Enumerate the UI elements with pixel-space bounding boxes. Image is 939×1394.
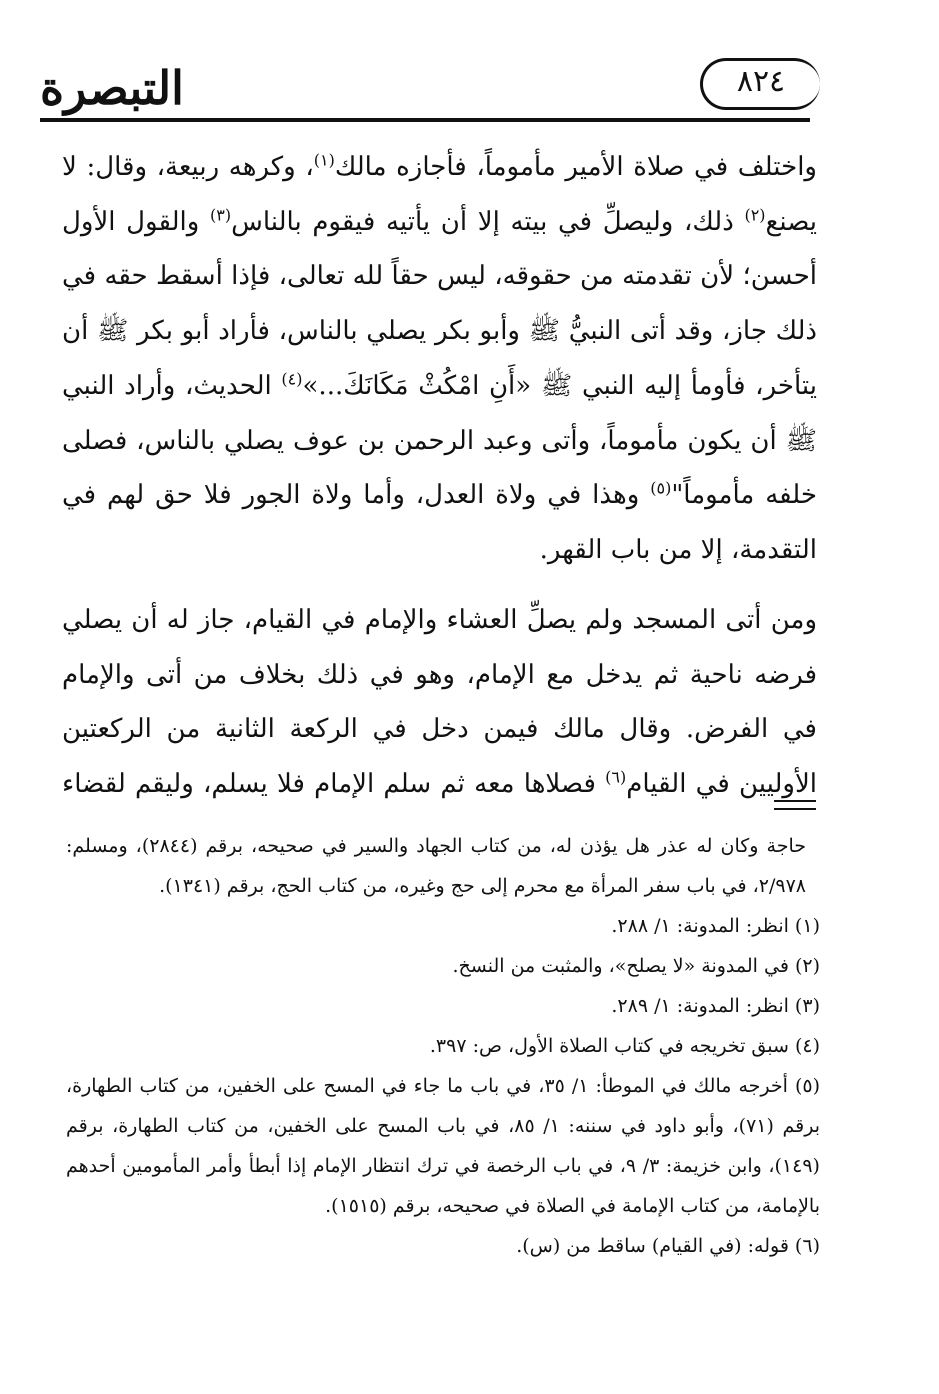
text-segment: ذلك، وليصلِّ في بيته إلا أن يأتيه فيقوم بالناس bbox=[231, 206, 745, 237]
footnote-2: (٢) في المدونة «لا يصلح»، والمثبت من النسخ. bbox=[452, 955, 820, 977]
footnote-5: (٥) أخرجه مالك في الموطأ: ١/ ٣٥، في باب ما جاء في المسح على الخفين، من كتاب الطهارة، برقم (٧١)، وأبو داود في سننه: ١/ ٨٥، في باب المسح على الخفين، من كتاب الطهارة، برقم (١٤٩)، وابن خزيمة: ٣/ ٩، في باب الرخصة في ترك انتظار الإمام إذا أبطأ وأمر المأمومين أحدهم بالإمامة، من كتاب الإمامة في الصلاة في صحيحه، برقم (١٥١٥). bbox=[66, 1075, 821, 1217]
text-segment: ، وكرهه ربيعة، وقال: لا يصنع bbox=[62, 152, 818, 237]
continuation-mark bbox=[774, 800, 816, 810]
main-text bbox=[62, 140, 817, 813]
text-segment: وهذا في ولاة العدل، وأما ولاة الجور فلا حق لهم في التقدمة، إلا من باب القهر. bbox=[62, 480, 817, 565]
footnote-1: (١) انظر: المدونة: ١/ ٢٨٨. bbox=[611, 915, 820, 937]
page-header bbox=[0, 0, 939, 140]
header-rule bbox=[40, 118, 810, 122]
footnotes-section bbox=[66, 826, 820, 1266]
text-segment: ومن أتى المسجد ولم يصلِّ العشاء والإمام في القيام، جاز له أن يصلي فرضه ناحية ثم يدخل مع الإمام، وهو في ذلك بخلاف من أتى والإمام في الفرض. وقال مالك فيمن دخل في الركعة الثانية من الركعتين الأوليين في القيام bbox=[62, 605, 817, 800]
footnote-ref-6[interactable]: (٦) bbox=[605, 767, 627, 787]
footnote-4: (٤) سبق تخريجه في كتاب الصلاة الأول، ص: ٣٩٧. bbox=[429, 1035, 820, 1057]
footnote-6: (٦) قوله: (في القيام) ساقط من (س). bbox=[516, 1235, 820, 1257]
text-segment: الحديث، وأراد النبي ﷺ أن يكون مأموماً، وأتى وعبد الرحمن بن عوف يصلي بالناس، فصلى خلفه مأموماً" bbox=[62, 370, 817, 511]
footnote-continuation: حاجة وكان له عذر هل يؤذن له، من كتاب الجهاد والسير في صحيحه، برقم (٢٨٤٤)، ومسلم: ٢/٩٧٨، في باب سفر المرأة مع محرم إلى حج وغيره، من كتاب الحج، برقم (١٣٤١). bbox=[66, 835, 806, 897]
page-number: ٨٢٤ bbox=[736, 64, 786, 99]
text-segment: فصلاها معه ثم سلم الإمام فلا يسلم، وليقم لقضاء bbox=[62, 769, 596, 800]
paragraph-1 bbox=[62, 140, 817, 577]
footnote-ref-4[interactable]: (٤) bbox=[281, 369, 303, 389]
footnote-ref-1[interactable]: (١) bbox=[313, 150, 335, 170]
book-title: التبصرة bbox=[40, 61, 184, 115]
text-segment: واختلف في صلاة الأمير مأموماً، فأجازه مالك bbox=[334, 152, 817, 182]
footnote-ref-3[interactable]: (٣) bbox=[210, 205, 232, 225]
paragraph-2 bbox=[62, 593, 817, 813]
text-segment: والقول الأول أحسن؛ لأن تقدمته من حقوقه، ليس حقاً لله تعالى، فإذا أسقط حقه في ذلك جاز، وقد أتى النبيُّ ﷺ وأبو بكر يصلي بالناس، فأراد أبو بكر ﷺ أن يتأخر، فأومأ إليه النبي ﷺ «أَنِ امْكُثْ مَكَانَكَ...» bbox=[62, 206, 817, 401]
footnote-ref-5[interactable]: (٥) bbox=[650, 478, 672, 498]
footnote-3: (٣) انظر: المدونة: ١/ ٢٨٩. bbox=[611, 995, 820, 1017]
footnote-ref-2[interactable]: (٢) bbox=[744, 205, 766, 225]
